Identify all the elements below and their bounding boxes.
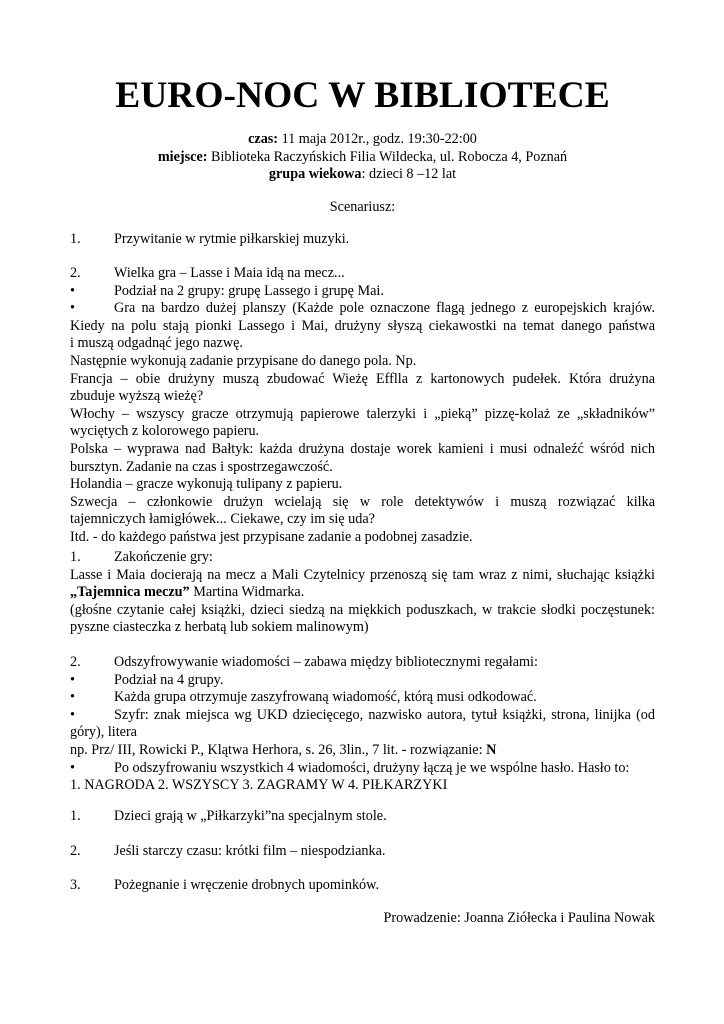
item-number: 2. [70,843,81,859]
text-line: Polska – wyprawa nad Bałtyk: każda drużyna dostaje worek kamieni i musi odnaleźć wśród nich [70,440,655,457]
age-group-line [70,166,655,184]
list-item-game [70,265,655,547]
place-value: Biblioteka Raczyńskich Filia Wildecka, ul. Robocza 4, Poznań [207,148,568,165]
bullet-symbol: • [70,759,75,776]
bullet-symbol: • [70,300,75,317]
item-number: 1. [70,808,81,824]
item-text: Jeśli starczy czasu: krótki film – niespodzianka. [114,843,386,859]
item-number: 3. [70,877,81,893]
text-line: tajemniczych łamigłówek... Ciekawe, czy im się uda? [70,511,375,528]
list-item-ending: 1. Zakończenie gry: Lasse i Maia docierają na mecz a Mali Czytelnicy przenoszą się tam wraz z nimi, słuchając książki „Tajemnica meczu” Martina Widmarka. (głośne czytanie całej książki, dzieci siedzą na miękkich poduszkach, w trakcie słodki poczęstunek: pyszne ciasteczka z herbatą lub sokiem malinowym) [70,549,655,636]
text-line: wyciętych z kolorowego papieru. [70,423,260,440]
item-text: Dzieci grają w „Piłkarzyki”na specjalnym stole. [114,808,387,824]
book-title: „Tajemnica meczu” [70,584,190,601]
page-title: EURO-NOC W BIBLIOTECE [115,75,610,116]
text-line: Szwecja – członkowie drużyn wcielają się w role detektywów i muszą rozwiązać kilka [70,493,655,510]
age-group-label: grupa wiekowa [268,166,362,183]
password-line: 1. NAGRODA 2. WSZYSCY 3. ZAGRAMY W 4. PIŁKARZYKI [70,777,448,794]
list-item [70,877,655,895]
time-label: czas: [248,131,279,147]
text-line: Lasse i Maia docierają na mecz a Mali Czytelnicy przenoszą się tam wraz z nimi, słuchając książki [70,566,655,583]
solution-letter: N [486,741,497,758]
bullet-symbol: • [70,671,75,688]
bullet-text: Podział na 2 grupy: grupę Lassego i grupę Mai. [114,282,384,299]
text-line: bursztyn. Zadanie na czas i spostrzegawczość. [70,458,333,475]
text-line: góry), litera [70,724,137,741]
item-number: 1. [70,231,81,247]
list-item [70,808,655,826]
list-item-decoding: 2. Odszyfrowywanie wiadomości – zabawa między bibliotecznymi regałami: • Podział na 4 grupy. • Każda grupa otrzymuje zaszyfrowaną wiadomość, którą musi odkodować. • Szyfr: znak miejsca wg UKD dziecięcego, nazwisko autora, tytuł książki, strona, linijka (od góry), litera np. Prz/ III, Rowicki P., Klątwa Herhora, s. 26, 3lin., 7 lit. - rozwiązanie: N • Po odszyfrowaniu wszystkich 4 wiadomości, drużyny łączą je we wspólne hasło. Hasło to: 1. NAGRODA 2. WSZYSCY 3. ZAGRAMY W 4. PIŁKARZYKI [70,654,655,794]
list-item [70,843,655,861]
item-number: 1. [70,549,81,565]
list-item [70,231,655,249]
time-line [70,131,655,149]
text-line: Następnie wykonują zadanie przypisane do danego pola. Np. [70,352,417,369]
item-text: Odszyfrowywanie wiadomości – zabawa między bibliotecznymi regałami: [114,654,538,670]
place-line [70,149,655,167]
place-label: miejsce: [157,148,208,165]
text-line: Włochy – wszyscy gracze otrzymują papierowe talerzyki i „pieką” pizzę-kolaż ze „składników” [70,405,655,422]
item-text: Zakończenie gry: [114,549,213,565]
scenario-heading: Scenariusz: [329,199,396,215]
item-number: 2. [70,654,81,670]
text-line: pyszne ciasteczka z herbatą lub sokiem malinowym) [70,619,369,636]
text-line: • Szyfr: znak miejsca wg UKD dziecięcego, nazwisko autora, tytuł książki, strona, linijka (od [70,706,655,723]
age-group-value: : dzieci 8 –12 lat [361,166,457,183]
bullet-symbol: • [70,689,75,706]
text-line: Holandia – gracze wykonują tulipany z papieru. [70,476,343,493]
event-details [70,131,655,184]
text-line: Kiedy na polu stają pionki Lassego i Mai, drużyny słyszą ciekawostki na temat danego państwa [70,317,655,334]
item-text: Pożegnanie i wręczenie drobnych upominków. [114,877,380,893]
item-text: Przywitanie w rytmie piłkarskiej muzyki. [114,231,350,247]
text-line: (głośne czytanie całej książki, dzieci siedzą na miękkich poduszkach, w trakcie słodki poczęstunek: [70,601,655,618]
text-line: Itd. - do każdego państwa jest przypisane zadanie a podobnej zasadzie. [70,528,473,545]
bullet-symbol: • [70,282,75,299]
item-number: 2. [70,265,81,281]
text-line: i muszą odgadnąć jego nazwę. [70,335,243,352]
footer-hosts: Prowadzenie: Joanna Ziółecka i Paulina Nowak [383,910,655,926]
text-line: zbuduje wyższą wieżę? [70,388,204,405]
text-line: Francja – obie drużyny muszą zbudować Wieżę Efflla z kartonowych pudełek. Która drużyna [70,370,655,387]
bullet-symbol: • [70,706,75,723]
item-text: Wielka gra – Lasse i Maia idą na mecz... [114,265,345,281]
time-value: 11 maja 2012r., godz. 19:30-22:00 [278,131,477,147]
text-line: • Gra na bardzo dużej planszy (Każde pole oznaczone flagą jednego z europejskich krajów. [70,300,655,317]
